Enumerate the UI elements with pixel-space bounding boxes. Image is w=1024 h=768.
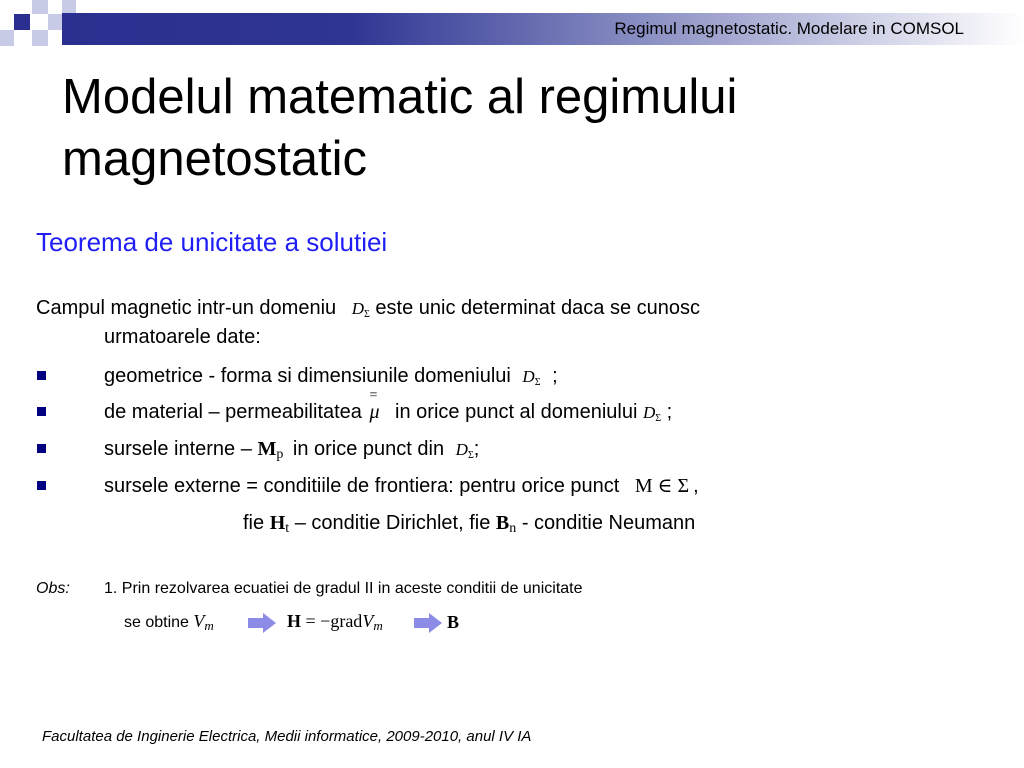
ornament-square (32, 30, 48, 46)
intro-line1 (36, 296, 700, 327)
bullet-geometry (104, 364, 558, 395)
bullet-material (104, 388, 673, 431)
domain-symbol (643, 403, 661, 422)
obs-label: Obs: (36, 580, 70, 597)
magnetization-symbol (257, 438, 283, 460)
bullet-marker (37, 371, 46, 380)
bullet-external-sources (104, 474, 699, 498)
bullet-material-mid: in orice punct al domeniului (395, 401, 638, 423)
boundary-conditions-line (243, 511, 695, 541)
dirichlet-text: – conditie Dirichlet, fie (294, 512, 491, 534)
arrow-right-icon (248, 613, 276, 633)
m-subscript: m (204, 618, 214, 633)
bullet-marker (37, 481, 46, 490)
bullet-marker (37, 407, 46, 416)
domain-D: D (351, 299, 364, 318)
p-subscript: p (276, 447, 284, 462)
domain-sigma: Σ (534, 377, 541, 388)
formula-H: H (287, 611, 302, 631)
arrow-right-icon (414, 613, 442, 633)
intro-line2: urmatoarele date: (104, 326, 261, 348)
result-B: B (447, 612, 460, 632)
bullet-internal-mid: in orice punct din (292, 438, 445, 460)
slide-title (62, 66, 737, 190)
formula-rest: = −grad (301, 611, 363, 631)
m-subscript: m (373, 618, 383, 633)
M-bold: M (257, 438, 277, 460)
formula-V (362, 611, 382, 631)
slide-title-line2: magnetostatic (62, 132, 368, 186)
domain-sigma: Σ (364, 309, 370, 320)
bullet-internal-end: ; (473, 438, 480, 460)
header-title: Regimul magnetostatic. Modelare in COMSOL (614, 19, 964, 38)
intro-text-part1: Campul magnetic intr-un domeniu (36, 297, 337, 319)
bullet-material-text: de material – permeabilitatea (104, 401, 362, 423)
obs-line2-text: se obtine (124, 614, 189, 631)
bullet-internal-text: sursele interne – (104, 438, 252, 460)
B-bold: B (495, 512, 510, 534)
ornament-square (32, 0, 48, 14)
obs-line2 (124, 611, 214, 634)
ornament-square (14, 14, 30, 30)
potential-symbol (193, 611, 213, 631)
permeability-symbol (369, 388, 383, 424)
domain-symbol (456, 440, 474, 459)
n-subscript: n (509, 521, 517, 536)
bullet-external-text: sursele externe = conditiile de frontiera: pentru orice punct (104, 475, 620, 497)
bullet-marker (37, 444, 46, 453)
domain-D: D (522, 367, 535, 386)
point-on-boundary-symbol: M ∈ Σ (634, 475, 690, 497)
ornament-square (62, 0, 76, 14)
normal-B-symbol (496, 512, 516, 534)
t-subscript: t (285, 521, 290, 536)
bullet-geometry-text: geometrice - forma si dimensiunile domeniului (104, 365, 511, 387)
slide-title-line1: Modelul matematic al regimului (62, 70, 738, 124)
fie-label: fie (243, 512, 265, 534)
ornament-square (0, 30, 14, 46)
bullet-geometry-end: ; (552, 365, 558, 387)
domain-symbol (352, 299, 370, 318)
domain-sigma: Σ (467, 450, 474, 461)
V-italic: V (362, 611, 374, 631)
bullet-material-end: ; (666, 401, 673, 423)
slide-subtitle: Teorema de unicitate a solutiei (36, 227, 388, 257)
bullet-internal-sources (104, 437, 479, 468)
footer-text: Facultatea de Inginerie Electrica, Medii informatice, 2009-2010, anul IV IA (42, 728, 532, 745)
bullet-external-end: , (693, 475, 699, 497)
tensor-bar: = (369, 388, 378, 403)
domain-symbol (522, 367, 540, 386)
neumann-text: - conditie Neumann (521, 512, 696, 534)
V-italic: V (193, 611, 205, 631)
mu-symbol: μ (369, 401, 380, 423)
domain-D: D (455, 440, 468, 459)
domain-sigma: Σ (655, 413, 662, 424)
obs-line1: 1. Prin rezolvarea ecuatiei de gradul II in aceste conditii de unicitate (104, 580, 583, 597)
formula-H-grad (287, 611, 383, 634)
H-bold: H (269, 512, 286, 534)
intro-text-part2: este unic determinat daca se cunosc (375, 297, 701, 319)
tangential-H-symbol (270, 512, 289, 534)
domain-D: D (642, 403, 656, 422)
